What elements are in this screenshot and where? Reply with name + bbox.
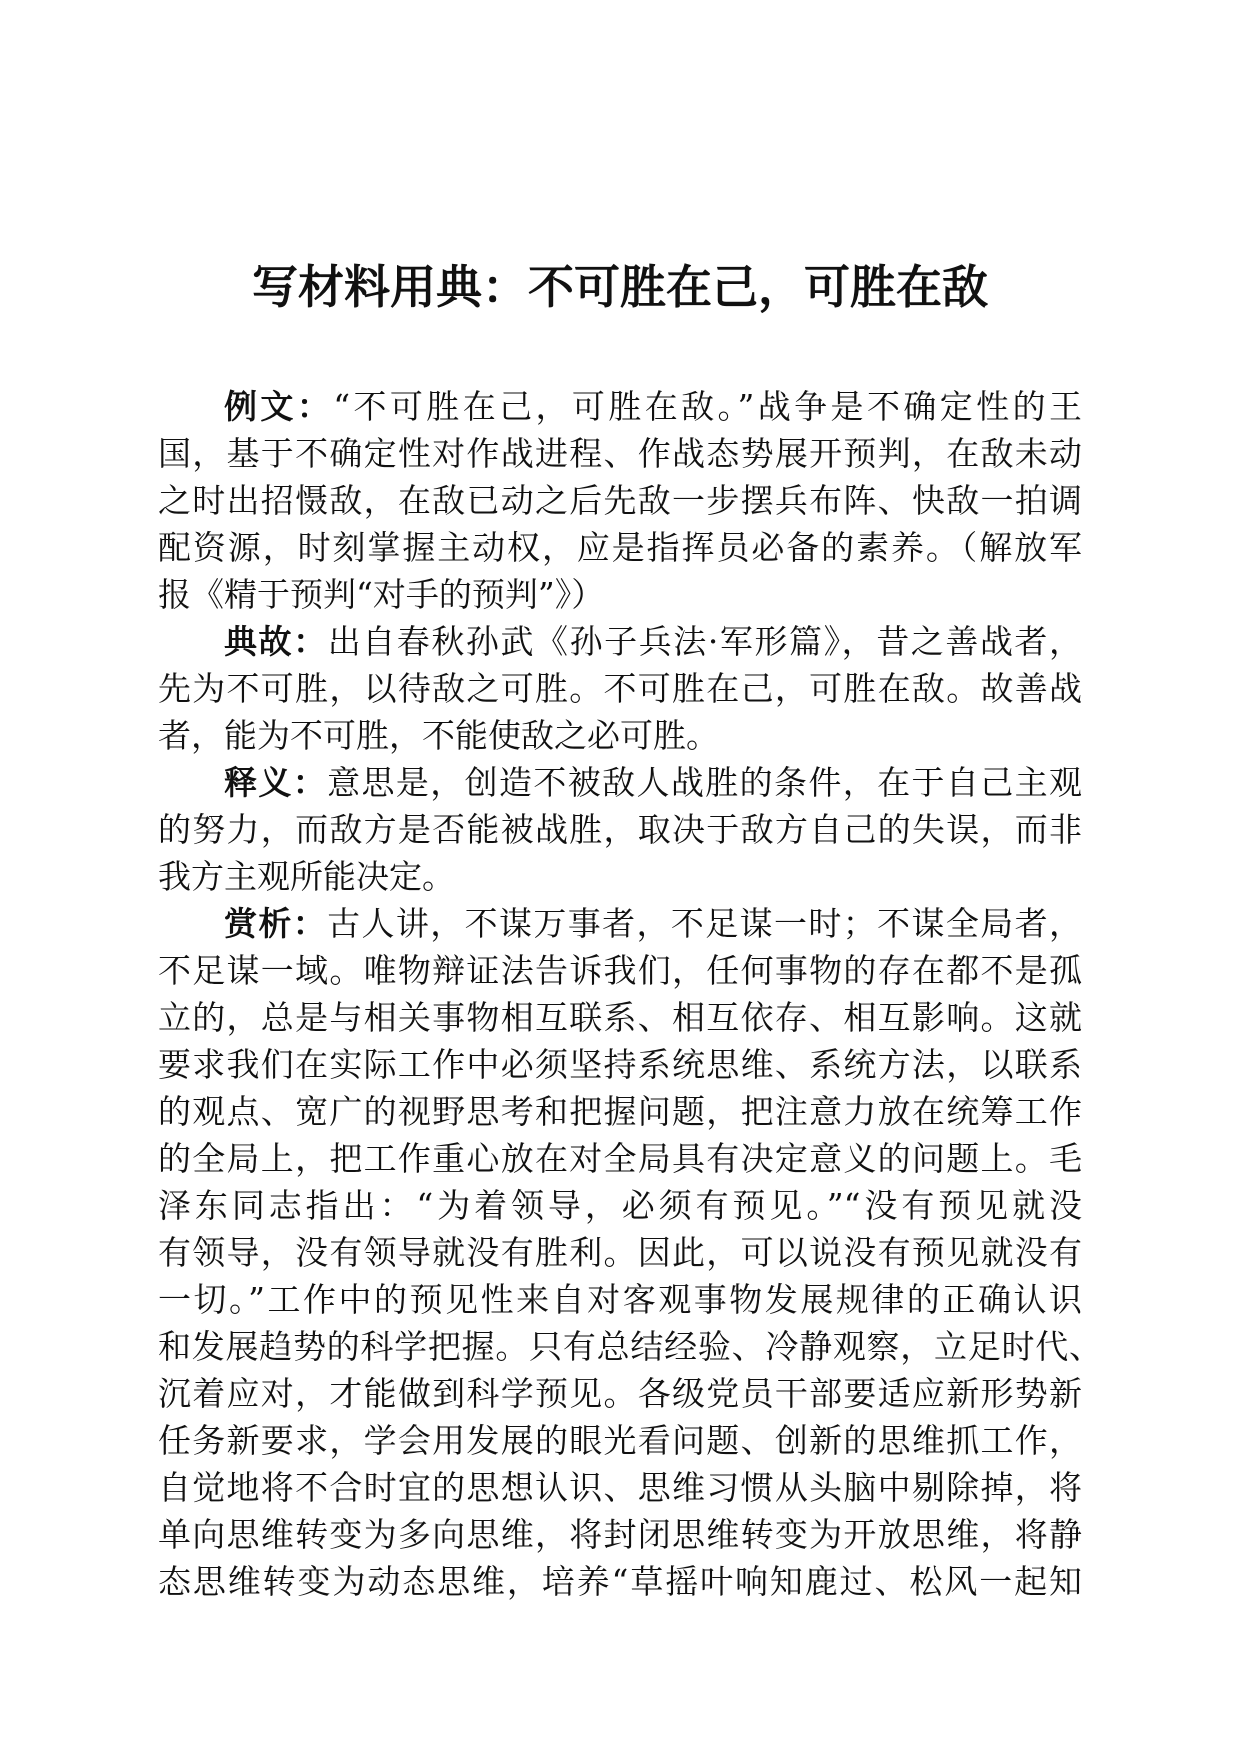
- text-line: 立的，总是与相关事物相互联系、相互依存、相互影响。这就: [158, 998, 1082, 1037]
- text-line: 的努力，而敌方是否能被战胜，取决于敌方自己的失误，而非: [158, 810, 1082, 849]
- text-line: [158, 618, 1082, 665]
- text-line: 者，能为不可胜，不能使敌之必可胜。: [158, 716, 719, 755]
- document-title: 写材料用典：不可胜在己，可胜在敌: [252, 260, 988, 314]
- text-line: 配资源，时刻掌握主动权，应是指挥员必备的素养。（解放军: [158, 528, 1082, 567]
- section-allusion: [158, 618, 1082, 759]
- text-line: 沉着应对，才能做到科学预见。各级党员干部要适应新形势新: [158, 1374, 1082, 1413]
- text-line: 态思维转变为动态思维，培养“草摇叶响知鹿过、松风一起知: [158, 1562, 1082, 1601]
- text-line: 和发展趋势的科学把握。只有总结经验、冷静观察，立足时代、: [158, 1327, 1102, 1366]
- text-line: 报《精于预判“对手的预判”》）: [158, 575, 605, 614]
- section-example: [158, 383, 1082, 618]
- section-interpretation: [158, 759, 1082, 900]
- document-body: [158, 383, 1102, 1605]
- text-line: 任务新要求，学会用发展的眼光看问题、创新的思维抓工作，: [158, 1421, 1082, 1460]
- text-line: 的观点、宽广的视野思考和把握问题，把注意力放在统筹工作: [158, 1092, 1082, 1131]
- text-line: [158, 383, 1082, 430]
- text-line: 的全局上，把工作重心放在对全局具有决定意义的问题上。毛: [158, 1139, 1082, 1178]
- line-text: 出自春秋孙武《孙子兵法·军形篇》，昔之善战者，: [327, 622, 1082, 661]
- text-line: [158, 759, 1082, 806]
- text-line: 泽东同志指出：“为着领导，必须有预见。”“没有预见就没: [158, 1186, 1082, 1225]
- text-line: 不足谋一域。唯物辩证法告诉我们，任何事物的存在都不是孤: [158, 951, 1082, 990]
- text-line: 国，基于不确定性对作战进程、作战态势展开预判，在敌未动: [158, 434, 1082, 473]
- text-line: 要求我们在实际工作中必须坚持系统思维、系统方法，以联系: [158, 1045, 1082, 1084]
- text-line: 之时出招慑敌，在敌已动之后先敌一步摆兵布阵、快敌一拍调: [158, 481, 1082, 520]
- line-text: 古人讲，不谋万事者，不足谋一时；不谋全局者，: [327, 904, 1082, 943]
- text-line: 我方主观所能决定。: [158, 857, 455, 896]
- text-line: 单向思维转变为多向思维，将封闭思维转变为开放思维，将静: [158, 1515, 1082, 1554]
- text-line: [158, 900, 1082, 947]
- text-line: 先为不可胜，以待敌之可胜。不可胜在己，可胜在敌。故善战: [158, 669, 1082, 708]
- section-label: 例文：: [224, 387, 334, 426]
- section-label: 赏析：: [224, 904, 328, 943]
- section-appreciation: [158, 900, 1102, 1605]
- text-line: 自觉地将不合时宜的思想认识、思维习惯从头脑中剔除掉，将: [158, 1468, 1082, 1507]
- text-line: 有领导，没有领导就没有胜利。因此，可以说没有预见就没有: [158, 1233, 1082, 1272]
- section-label: 释义：: [224, 763, 328, 802]
- text-line: 一切。”工作中的预见性来自对客观事物发展规律的正确认识: [158, 1280, 1082, 1319]
- section-label: 典故：: [224, 622, 328, 661]
- line-text: 意思是，创造不被敌人战胜的条件，在于自己主观: [327, 763, 1082, 802]
- line-text: “不可胜在己，可胜在敌。”战争是不确定性的王: [333, 387, 1082, 426]
